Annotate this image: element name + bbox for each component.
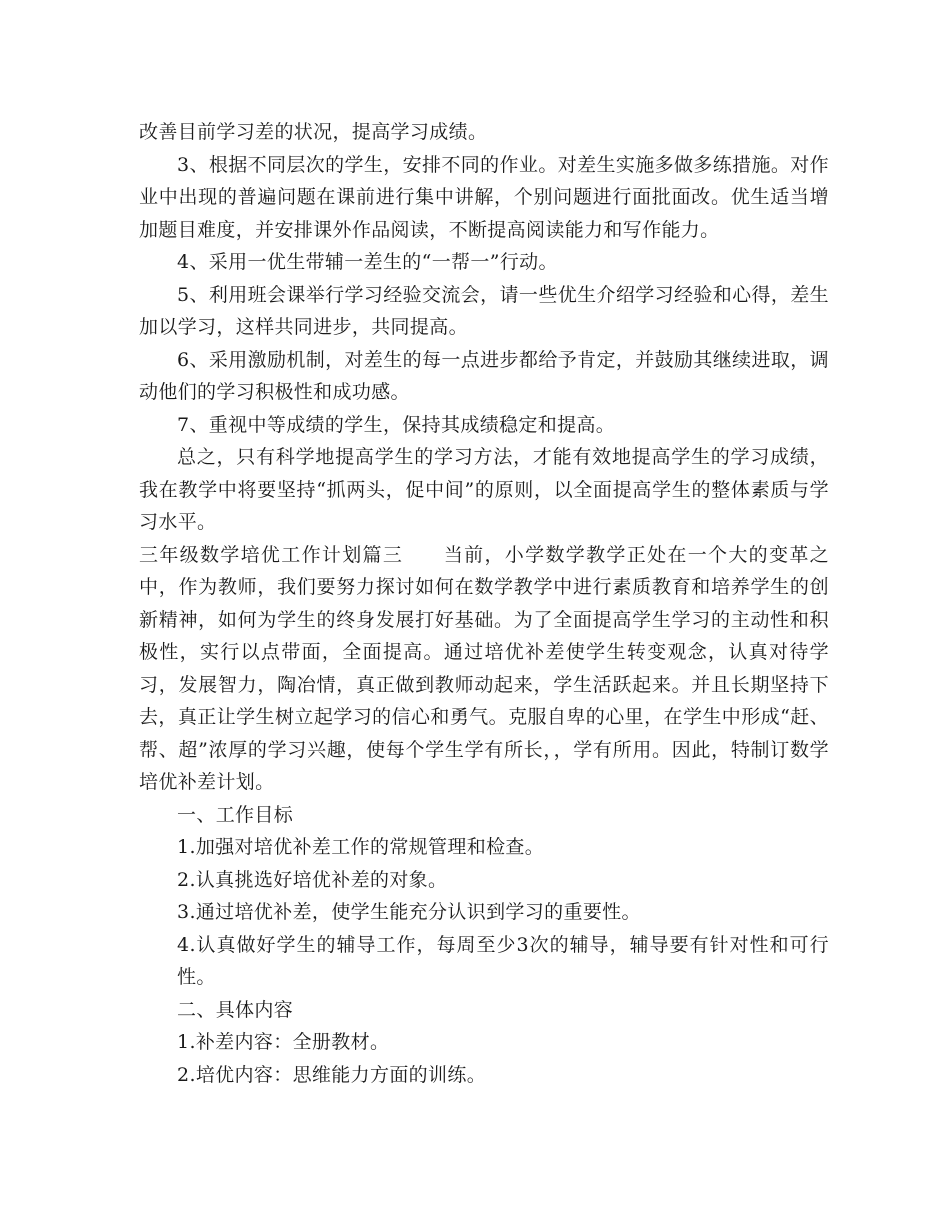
content-item-2: 2.培优内容：思维能力方面的训练。 — [177, 1063, 487, 1086]
goal-item-2: 2.认真挑选好培优补差的对象。 — [177, 868, 448, 891]
goal-item-4: 4.认真做好学生的辅导工作，每周至少3次的辅导，辅导要有针对性和可行性。 — [177, 933, 829, 988]
heading-specific-content: 二、具体内容 — [177, 998, 294, 1021]
paragraph-item-5: 5、利用班会课举行学习经验交流会，请一些优生介绍学习经验和心得，差生加以学习，这样共同进步，共同提高。 — [139, 283, 829, 338]
heading-work-goals: 一、工作目标 — [177, 803, 294, 826]
paragraph-continuation: 改善目前学习差的状况，提高学习成绩。 — [139, 121, 488, 143]
goal-item-3: 3.通过培优补差，使学生能充分认识到学习的重要性。 — [177, 901, 641, 923]
paragraph-item-7: 7、重视中等成绩的学生，保持其成绩稳定和提高。 — [177, 413, 616, 436]
document-body — [139, 116, 829, 1091]
goal-item-1: 1.加强对培优补差工作的常规管理和检查。 — [177, 836, 545, 858]
section-title-paragraph: 三年级数学培优工作计划篇三 当前，小学数学教学正处在一个大的变革之中，作为教师，我们要努力探讨如何在数学教学中进行素质教育和培养学生的创新精神，如何为学生的终身发展打好基础。为了全面提高学生学习的主动性和积极性，实行以点带面，全面提高。通过培优补差使学生转变观念，认真对待学习，发展智力，陶冶情，真正做到教师动起来，学生活跃起来。并且长期坚持下去，真正让学生树立起学习的信心和勇气。克服自卑的心里，在学生中形成“赶、帮、超”浓厚的学习兴趣，使每个学生学有所长，，学有所用。因此，特制订数学培优补差计划。 — [139, 543, 829, 793]
paragraph-summary: 总之，只有科学地提高学生的学习方法，才能有效地提高学生的学习成绩，我在教学中将要坚持“抓两头，促中间”的原则，以全面提高学生的整体素质与学习水平。 — [139, 446, 829, 533]
paragraph-item-4: 4、采用一优生带辅一差生的“一帮一”行动。 — [177, 251, 558, 273]
paragraph-item-6: 6、采用激励机制，对差生的每一点进步都给予肯定，并鼓励其继续进取，调动他们的学习积极性和成功感。 — [139, 348, 829, 403]
paragraph-item-3: 3、根据不同层次的学生，安排不同的作业。对差生实施多做多练措施。对作业中出现的普遍问题在课前进行集中讲解，个别问题进行面批面改。优生适当增加题目难度，并安排课外作品阅读，不断提高阅读能力和写作能力。 — [139, 153, 829, 241]
content-item-1: 1.补差内容：全册教材。 — [177, 1031, 390, 1053]
